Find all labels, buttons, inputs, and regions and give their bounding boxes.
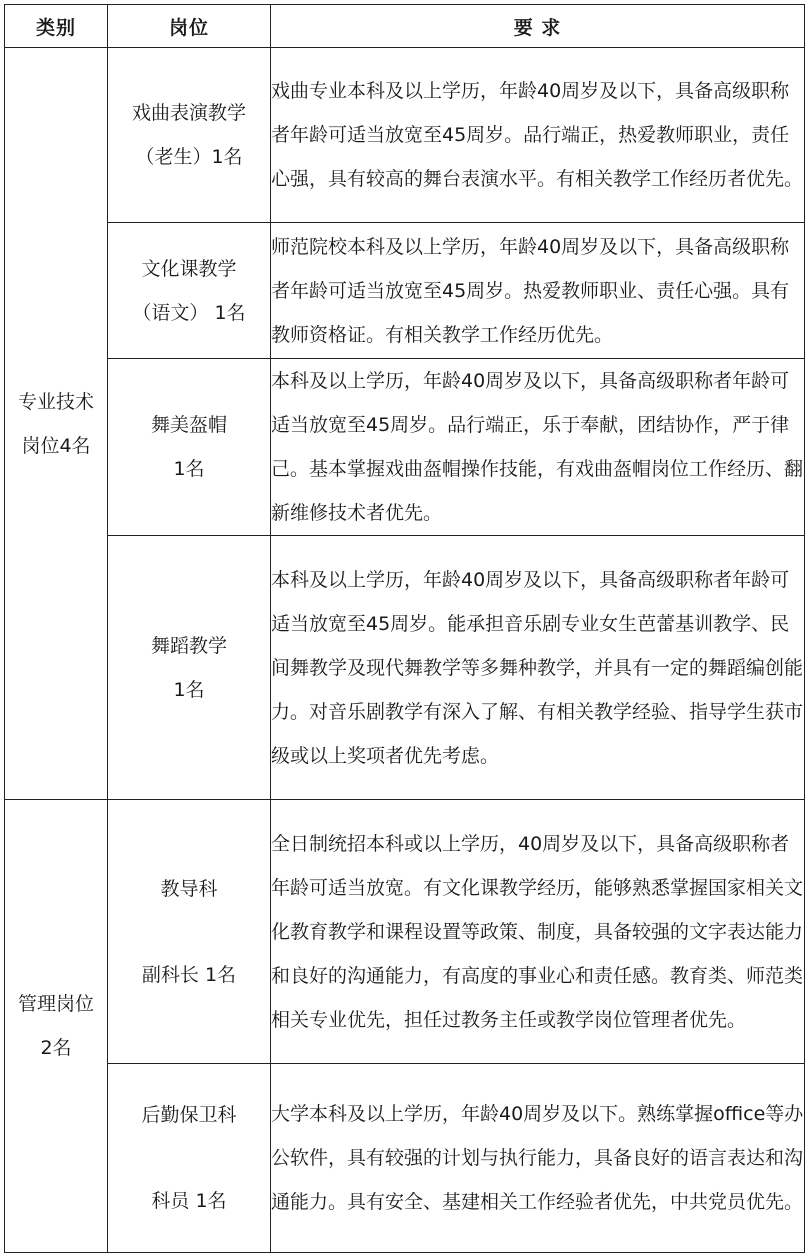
requirement-cell: 师范院校本科及以上学历，年龄40周岁及以下，具备高级职称者年龄可适当放宽至45周岁。热爱教师职业、责任心强。具有教师资格证。有相关教学工作经历优先。 <box>271 223 805 359</box>
header-category: 类别 <box>5 5 108 48</box>
table-header-row <box>5 5 805 48</box>
position-line: 文化课教学 <box>141 257 237 280</box>
position-line: （语文） 1名 <box>132 301 246 324</box>
category-line: 管理岗位 <box>17 993 94 1015</box>
requirement-cell: 戏曲专业本科及以上学历，年龄40周岁及以下，具备高级职称者年龄可适当放宽至45周岁。品行端正，热爱教师职业，责任心强，具有较高的舞台表演水平。有相关教学工作经历者优先。 <box>271 48 805 223</box>
position-line: 1名 <box>173 458 205 480</box>
table-row <box>5 223 805 359</box>
table-row <box>5 359 805 536</box>
requirement-cell: 全日制统招本科或以上学历，40周岁及以下，具备高级职称者年龄可适当放宽。有文化课教学经历，能够熟悉掌握国家相关文化教育教学和课程设置等政策、制度，具备较强的文字表达能力和良好的沟通能力，有高度的事业心和责任感。教育类、师范类相关专业优先，担任过教务主任或教学岗位管理者优先。 <box>271 800 805 1064</box>
position-cell <box>108 536 271 800</box>
position-line: 舞蹈教学 <box>150 634 227 657</box>
position-cell <box>108 1064 271 1253</box>
requirement-cell: 本科及以上学历，年龄40周岁及以下，具备高级职称者年龄可适当放宽至45周岁。品行端正，乐于奉献，团结协作，严于律己。基本掌握戏曲盔帽操作技能，有戏曲盔帽岗位工作经历、翻新维修技术者优先。 <box>271 359 805 536</box>
table-row <box>5 48 805 223</box>
requirement-cell: 本科及以上学历，年龄40周岁及以下，具备高级职称者年龄可适当放宽至45周岁。能承担音乐剧专业女生芭蕾基训教学、民间舞教学及现代舞教学等多舞种教学，并具有一定的舞蹈编创能力。对音乐剧教学有深入了解、有相关教学经验、指导学生获市级或以上奖项者优先考虑。 <box>271 536 805 800</box>
position-cell <box>108 223 271 359</box>
recruitment-table <box>4 4 805 1253</box>
position-cell <box>108 800 271 1064</box>
header-requirement: 要 求 <box>271 5 805 48</box>
position-line: 教导科 <box>160 877 218 900</box>
category-line: 2名 <box>40 1037 72 1059</box>
position-line: 副科长 1名 <box>141 963 237 986</box>
category-cell-technical <box>5 48 108 800</box>
table-row <box>5 800 805 1064</box>
position-line: （老生）1名 <box>135 146 243 168</box>
position-cell <box>108 48 271 223</box>
header-position: 岗位 <box>108 5 271 48</box>
position-cell <box>108 359 271 536</box>
category-line: 岗位4名 <box>21 434 91 457</box>
position-line: 戏曲表演教学 <box>131 102 246 124</box>
table-row <box>5 536 805 800</box>
position-line: 科员 1名 <box>151 1190 227 1212</box>
position-line: 后勤保卫科 <box>141 1104 237 1126</box>
table-row <box>5 1064 805 1253</box>
requirement-cell: 大学本科及以上学历，年龄40周岁及以下。熟练掌握office等办公软件，具有较强的计划与执行能力，具备良好的语言表达和沟通能力。具有安全、基建相关工作经验者优先，中共党员优先。 <box>271 1064 805 1253</box>
position-line: 舞美盔帽 <box>150 414 227 436</box>
position-line: 1名 <box>173 678 205 701</box>
category-cell-management <box>5 800 108 1253</box>
category-line: 专业技术 <box>17 390 94 413</box>
